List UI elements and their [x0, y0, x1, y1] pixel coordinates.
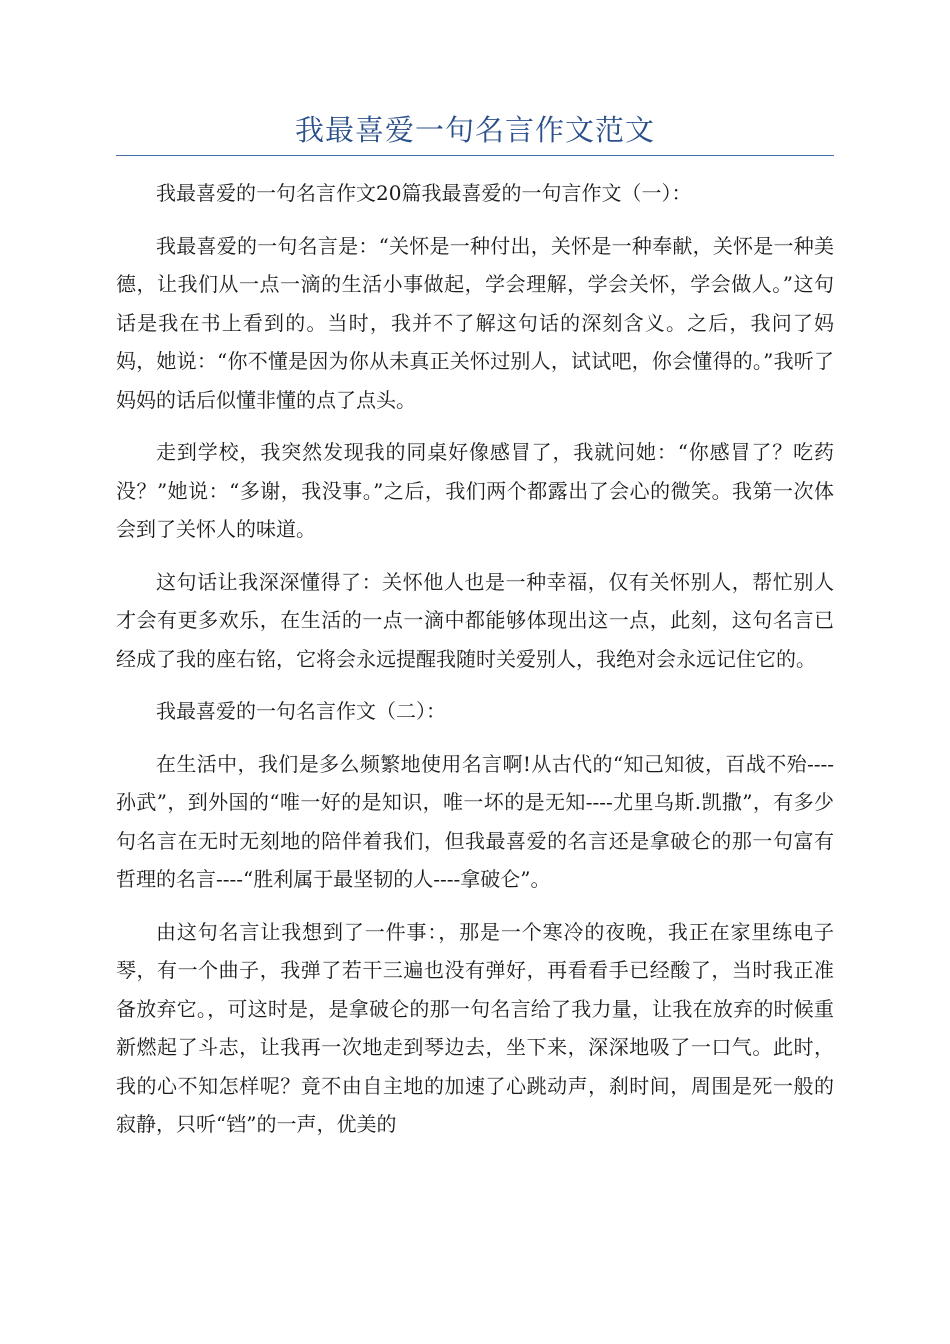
paragraph: 我最喜爱的一句名言是：“关怀是一种付出，关怀是一种奉献，关怀是一种美德，让我们从一点一滴的生活小事做起，学会理解，学会关怀，学会做人。”这句话是我在书上看到的。当时，我并不了解这句话的深刻含义。之后，我问了妈妈，她说：“你不懂是因为你从未真正关怀过别人，试试吧，你会懂得的。”我听了妈妈的话后似懂非懂的点了点头。: [116, 233, 834, 412]
paragraph: 我最喜爱的一句名言作文20篇我最喜爱的一句言作文（一）：: [156, 181, 692, 205]
paragraph: 走到学校，我突然发现我的同桌好像感冒了，我就问她：“你感冒了？吃药没？”她说：“多谢，我没事。”之后，我们两个都露出了会心的微笑。我第一次体会到了关怀人的味道。: [116, 440, 834, 541]
document-body: [116, 174, 834, 1158]
document-title: 我最喜爱一句名言作文范文: [294, 113, 655, 147]
paragraph: 在生活中，我们是多么频繁地使用名言啊!从古代的“知己知彼，百战不殆----孙武”，到外国的“唯一好的是知识，唯一坏的是无知----尤里乌斯.凯撒”，有多少句名言在无时无刻地的陪伴着我们，但我最喜爱的名言还是拿破仑的那一句富有哲理的名言----“胜利属于最坚韧的人----拿破仑”。: [116, 751, 834, 891]
title-underline: [116, 155, 834, 156]
paragraph: 这句话让我深深懂得了：关怀他人也是一种幸福，仅有关怀别人，帮忙别人才会有更多欢乐，在生活的一点一滴中都能够体现出这一点，此刻，这句名言已经成了我的座右铭，它将会永远提醒我随时关爱别人，我绝对会永远记住它的。: [116, 569, 834, 671]
paragraph: 由这句名言让我想到了一件事：，那是一个寒冷的夜晚，我正在家里练电子琴，有一个曲子，我弹了若干三遍也没有弹好，再看看手已经酸了，当时我正准备放弃它。，可这时是，是拿破仑的那一句名言给了我力量，让我在放弃的时候重新燃起了斗志，让我再一次地走到琴边去，坐下来，深深地吸了一口气。此时，我的心不知怎样呢？竟不由自主地的加速了心跳动声，刹时间，周围是死一般的寂静，只听“铛”的一声，优美的: [116, 919, 834, 1136]
paragraph: 我最喜爱的一句名言作文（二）：: [156, 699, 446, 723]
